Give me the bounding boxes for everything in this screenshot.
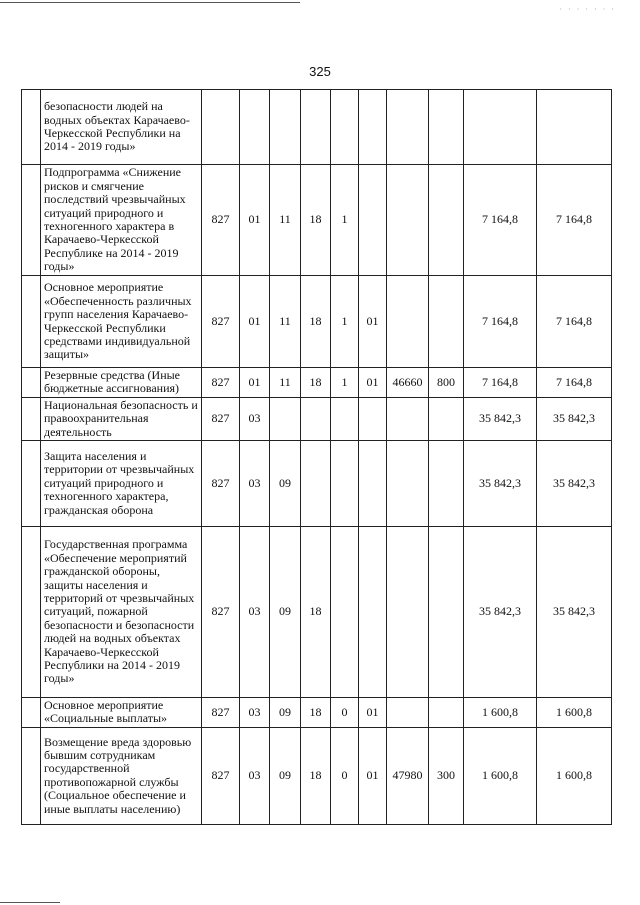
amount-1-cell: 1 600,8 <box>464 698 537 728</box>
grbs-code-cell <box>202 90 240 165</box>
subprogram-code-cell: 0 <box>331 698 359 728</box>
amount-1-cell: 35 842,3 <box>464 441 537 527</box>
subprogram-code-cell <box>331 397 359 440</box>
subsection-code-cell: 11 <box>270 276 301 368</box>
subsection-code-cell: 09 <box>270 698 301 728</box>
row-number-cell <box>22 527 41 698</box>
event-code-cell: 01 <box>359 276 387 368</box>
amount-2-cell: 7 164,8 <box>537 276 612 368</box>
item-name-cell: Основное мероприятие «Обеспеченность различных групп населения Карачаево-Черкесской Республики средствами индивидуальной защиты» <box>41 276 202 368</box>
event-code-cell <box>359 527 387 698</box>
amount-2-cell: 35 842,3 <box>537 397 612 440</box>
grbs-code-cell: 827 <box>202 165 240 276</box>
table-row <box>22 90 612 165</box>
section-code-cell: 01 <box>240 276 270 368</box>
table-row <box>22 397 612 440</box>
row-number-cell <box>22 698 41 728</box>
grbs-code-cell: 827 <box>202 441 240 527</box>
grbs-code-cell: 827 <box>202 527 240 698</box>
program-code-cell <box>301 90 331 165</box>
row-number-cell <box>22 441 41 527</box>
program-code-cell: 18 <box>301 727 331 824</box>
section-code-cell: 03 <box>240 441 270 527</box>
grbs-code-cell: 827 <box>202 698 240 728</box>
program-code-cell: 18 <box>301 698 331 728</box>
bottom-rule <box>0 902 60 903</box>
subsection-code-cell: 09 <box>270 527 301 698</box>
expense-type-code-cell <box>429 276 464 368</box>
direction-code-cell <box>387 90 429 165</box>
grbs-code-cell: 827 <box>202 276 240 368</box>
expense-type-code-cell <box>429 397 464 440</box>
amount-2-cell: 7 164,8 <box>537 165 612 276</box>
expense-type-code-cell: 300 <box>429 727 464 824</box>
event-code-cell <box>359 90 387 165</box>
row-number-cell <box>22 397 41 440</box>
amount-1-cell: 7 164,8 <box>464 368 537 398</box>
subprogram-code-cell: 1 <box>331 165 359 276</box>
section-code-cell: 03 <box>240 698 270 728</box>
item-name-cell: Национальная безопасность и правоохранительная деятельность <box>41 397 202 440</box>
event-code-cell: 01 <box>359 698 387 728</box>
subsection-code-cell: 09 <box>270 441 301 527</box>
scan-mark: · · · · · · · <box>559 5 616 14</box>
item-name-cell: Основное мероприятие «Социальные выплаты» <box>41 698 202 728</box>
budget-table <box>21 89 612 825</box>
top-rule <box>0 2 300 3</box>
section-code-cell: 03 <box>240 397 270 440</box>
subsection-code-cell: 11 <box>270 165 301 276</box>
amount-1-cell: 7 164,8 <box>464 276 537 368</box>
expense-type-code-cell <box>429 165 464 276</box>
event-code-cell <box>359 397 387 440</box>
subsection-code-cell: 09 <box>270 727 301 824</box>
subsection-code-cell <box>270 397 301 440</box>
table-body <box>22 90 612 825</box>
amount-2-cell: 35 842,3 <box>537 441 612 527</box>
subprogram-code-cell: 0 <box>331 727 359 824</box>
amount-1-cell: 35 842,3 <box>464 527 537 698</box>
table-row <box>22 368 612 398</box>
amount-2-cell: 1 600,8 <box>537 727 612 824</box>
table-row <box>22 165 612 276</box>
grbs-code-cell: 827 <box>202 397 240 440</box>
item-name-cell: Государственная программа «Обеспечение мероприятий гражданской обороны, защиты населения и территорий от чрезвычайных ситуаций, пожарной безопасности и безопасности людей на водных объектах Карачаево-Черкесской Республики на 2014 - 2019 годы» <box>41 527 202 698</box>
item-name-cell: Резервные средства (Иные бюджетные ассигнования) <box>41 368 202 398</box>
subprogram-code-cell: 1 <box>331 368 359 398</box>
program-code-cell <box>301 397 331 440</box>
subprogram-code-cell <box>331 90 359 165</box>
direction-code-cell <box>387 165 429 276</box>
row-number-cell <box>22 276 41 368</box>
subsection-code-cell: 11 <box>270 368 301 398</box>
table-row <box>22 698 612 728</box>
program-code-cell: 18 <box>301 165 331 276</box>
direction-code-cell <box>387 441 429 527</box>
expense-type-code-cell: 800 <box>429 368 464 398</box>
table-row <box>22 276 612 368</box>
program-code-cell <box>301 441 331 527</box>
grbs-code-cell: 827 <box>202 368 240 398</box>
section-code-cell: 01 <box>240 368 270 398</box>
item-name-cell: Возмещение вреда здоровью бывшим сотрудникам государственной противопожарной службы (Социальное обеспечение и иные выплаты населению) <box>41 727 202 824</box>
table-row <box>22 527 612 698</box>
event-code-cell: 01 <box>359 727 387 824</box>
direction-code-cell: 47980 <box>387 727 429 824</box>
section-code-cell <box>240 90 270 165</box>
grbs-code-cell: 827 <box>202 727 240 824</box>
program-code-cell: 18 <box>301 527 331 698</box>
program-code-cell: 18 <box>301 368 331 398</box>
amount-1-cell: 35 842,3 <box>464 397 537 440</box>
row-number-cell <box>22 90 41 165</box>
expense-type-code-cell <box>429 441 464 527</box>
item-name-cell: Защита населения и территории от чрезвычайных ситуаций природного и техногенного характера, гражданская оборона <box>41 441 202 527</box>
row-number-cell <box>22 165 41 276</box>
row-number-cell <box>22 727 41 824</box>
table-row <box>22 727 612 824</box>
amount-1-cell: 7 164,8 <box>464 165 537 276</box>
row-number-cell <box>22 368 41 398</box>
subprogram-code-cell: 1 <box>331 276 359 368</box>
expense-type-code-cell <box>429 90 464 165</box>
amount-2-cell: 1 600,8 <box>537 698 612 728</box>
amount-1-cell: 1 600,8 <box>464 727 537 824</box>
amount-1-cell <box>464 90 537 165</box>
amount-2-cell: 35 842,3 <box>537 527 612 698</box>
subsection-code-cell <box>270 90 301 165</box>
direction-code-cell <box>387 698 429 728</box>
event-code-cell <box>359 441 387 527</box>
direction-code-cell <box>387 276 429 368</box>
section-code-cell: 01 <box>240 165 270 276</box>
event-code-cell <box>359 165 387 276</box>
section-code-cell: 03 <box>240 527 270 698</box>
expense-type-code-cell <box>429 527 464 698</box>
subprogram-code-cell <box>331 527 359 698</box>
event-code-cell: 01 <box>359 368 387 398</box>
item-name-cell: безопасности людей на водных объектах Карачаево-Черкесской Республики на 2014 - 2019 годы» <box>41 90 202 165</box>
direction-code-cell <box>387 527 429 698</box>
expense-type-code-cell <box>429 698 464 728</box>
item-name-cell: Подпрограмма «Снижение рисков и смягчение последствий чрезвычайных ситуаций природного и техногенного характера в Карачаево-Черкесской Республике на 2014 - 2019 годы» <box>41 165 202 276</box>
direction-code-cell: 46660 <box>387 368 429 398</box>
subprogram-code-cell <box>331 441 359 527</box>
table-row <box>22 441 612 527</box>
amount-2-cell <box>537 90 612 165</box>
section-code-cell: 03 <box>240 727 270 824</box>
program-code-cell: 18 <box>301 276 331 368</box>
page-number: 325 <box>309 64 331 79</box>
direction-code-cell <box>387 397 429 440</box>
amount-2-cell: 7 164,8 <box>537 368 612 398</box>
